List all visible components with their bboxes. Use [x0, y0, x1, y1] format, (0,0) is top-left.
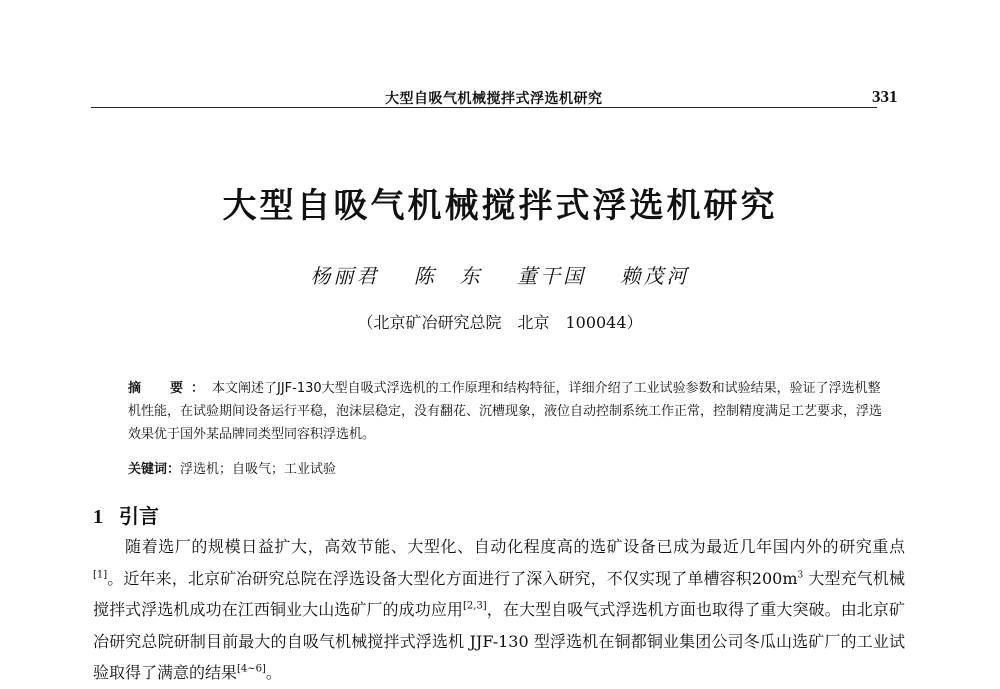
body-text-part: ，在大型自吸气式浮选机方面也取得了重大突破。由北京矿冶研究总院研制目前最大的自吸气机械搅拌式浮选机 JJF-130 型浮选机在铜都铜业集团公司冬瓜山选矿厂的工业试验取得了满意的结果 — [93, 600, 905, 682]
paper-title: 大型自吸气机械搅拌式浮选机研究 — [222, 186, 778, 226]
abstract — [128, 377, 888, 446]
keywords-text: 浮选机；自吸气；工业试验 — [180, 462, 337, 477]
keywords — [128, 458, 888, 477]
author: 董干国 — [517, 264, 587, 288]
author: 杨丽君 — [310, 264, 380, 288]
body-text-part: 大型充气机械搅拌式浮选机成功在江西铜业大山选矿厂的成功应用 — [93, 568, 905, 619]
citation: [1] — [93, 569, 108, 581]
running-header — [0, 88, 1000, 108]
section-heading — [93, 500, 159, 529]
author: 陈 东 — [413, 264, 483, 288]
body-text-part: 随着选厂的规模日益扩大，高效节能、大型化、自动化程度高的选矿设备已成为最近几年国内外的研究重点 — [125, 537, 905, 556]
author-list — [0, 260, 1000, 289]
header-rule — [91, 107, 877, 108]
unit-superscript: 3 — [797, 570, 804, 581]
body-paragraph — [93, 531, 905, 689]
abstract-label: 摘 要： — [128, 381, 213, 396]
citation: [4~6] — [237, 663, 266, 675]
section-number: 1 — [93, 506, 103, 528]
body-text-part: 。 — [265, 663, 282, 682]
author: 赖茂河 — [620, 264, 690, 288]
running-title: 大型自吸气机械搅拌式浮选机研究 — [385, 91, 603, 107]
abstract-text: 本文阐述了JJF-130大型自吸式浮选机的工作原理和结构特征，详细介绍了工业试验参数和试验结果，验证了浮选机整机性能，在试验期间设备运行平稳，泡沫层稳定，没有翻花、沉槽现象，液位自动控制系统工作正常，控制精度满足工艺要求，浮选效果优于国外某品牌同类型同容积浮选机。 — [128, 381, 883, 442]
page-number: 331 — [872, 87, 898, 106]
section-title: 引言 — [119, 504, 159, 528]
keywords-label: 关键词： — [128, 462, 181, 477]
affiliation: （北京矿冶研究总院 北京 100044） — [357, 313, 643, 332]
citation: [2,3] — [463, 600, 487, 612]
body-text-part: 。近年来，北京矿冶研究总院在浮选设备大型化方面进行了深入研究，不仅实现了单槽容积200m — [107, 568, 798, 588]
